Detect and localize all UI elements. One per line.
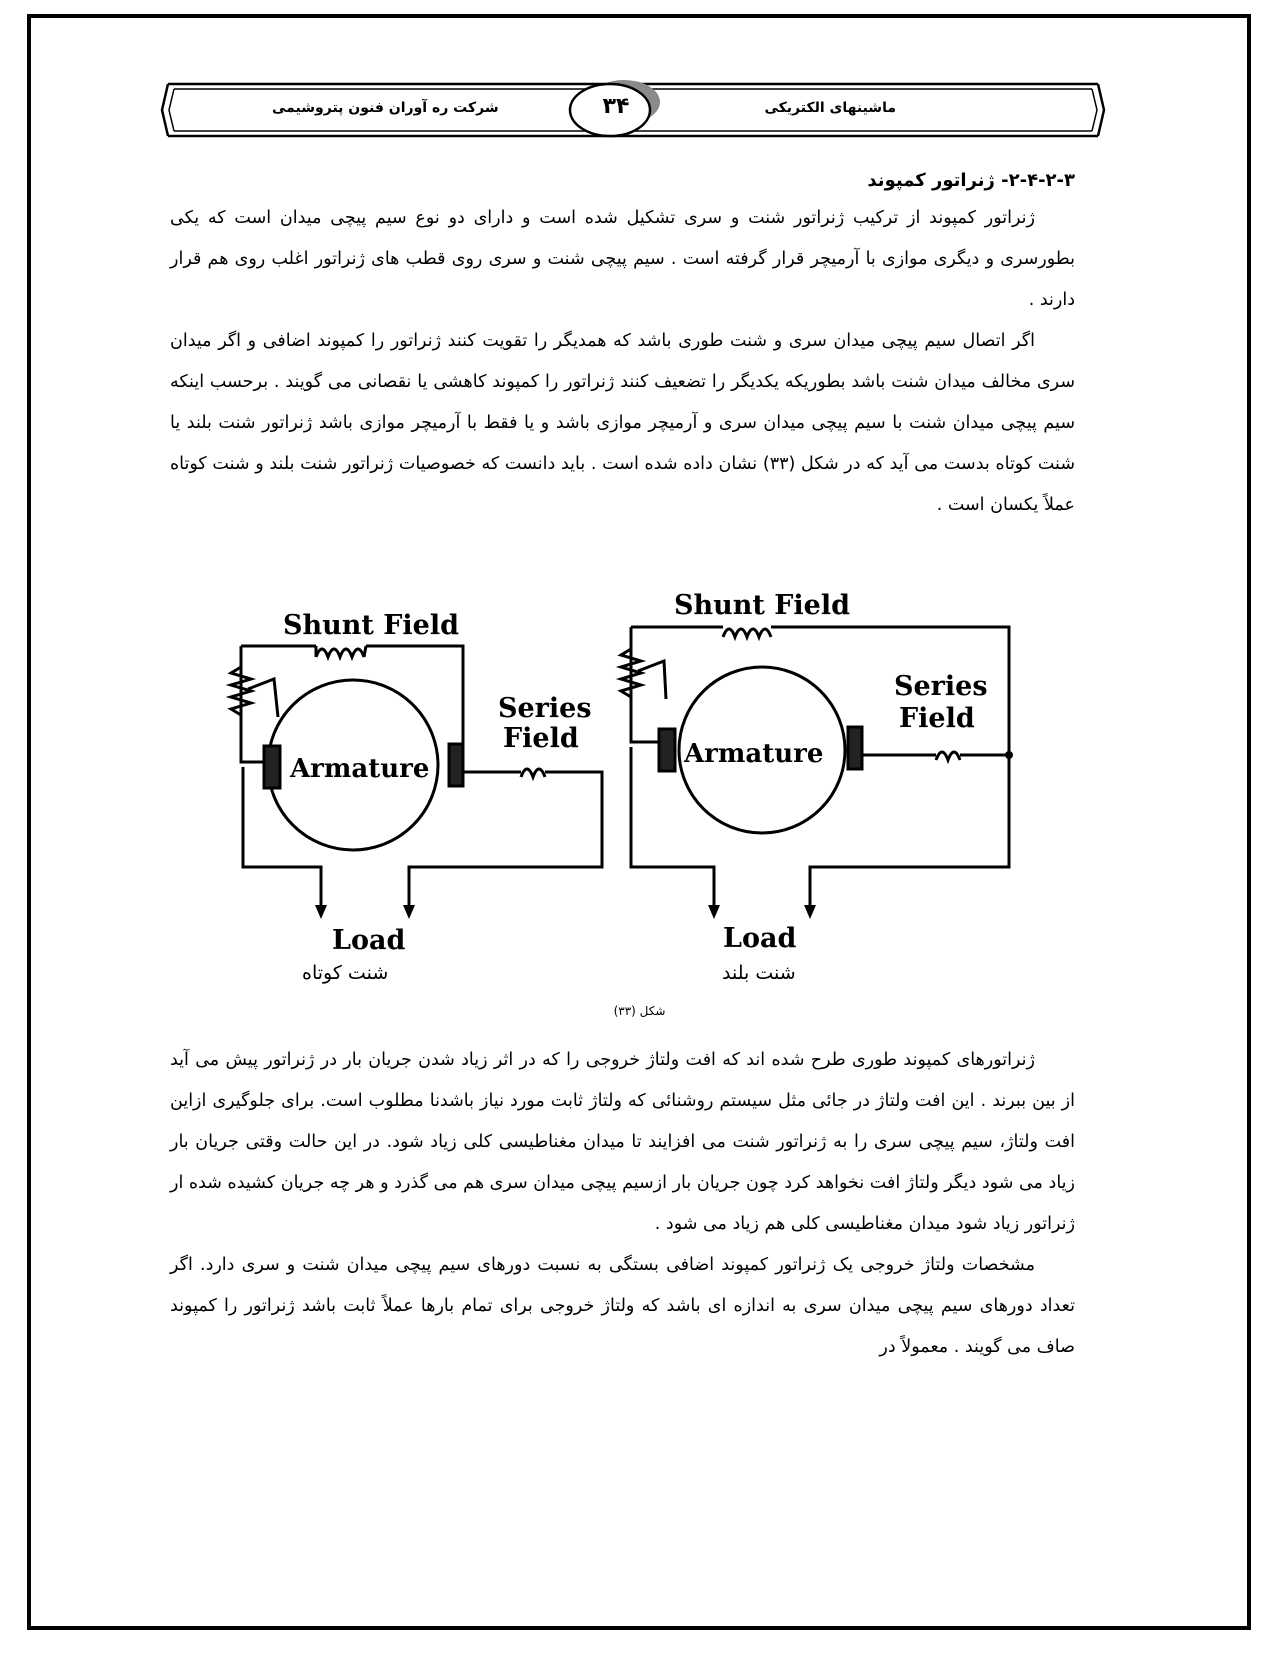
brush-left-1 [264,746,280,788]
armature-label-right: Armature [684,739,824,769]
series-label-left-1: Series [498,693,592,724]
caption-long-shunt: شنت بلند [722,962,796,984]
load-label-right: Load [723,923,797,954]
figure-label: شکل (۳۳) [613,1004,666,1018]
page-number: ۳۴ [602,94,630,119]
header-right-title: ماشینهای الکتریکی [764,100,896,116]
series-label-left-2: Field [503,723,579,754]
armature-label-left: Armature [290,754,430,784]
caption-short-shunt: شنت کوتاه [302,962,389,984]
load-label-left: Load [332,925,406,956]
paragraph: ژنراتورهای کمپوند طوری طرح شده اند که افت ولتاژ خروجی را که در اثر زیاد شدن جریان بار در ژنراتور پیش می آید از بین ببرند . این افت ولتاژ در جائی مثل سیستم روشنائی که ولتاژ ثابت مورد نیاز باشدنا مطلوب است. برای جلوگیری ازاین افت ولتاژ، سیم پیچی سری را به ژنراتور شنت می افزایند تا میدان مغناطیسی کلی زیاد شود. در این حالت وقتی جریان بار زیاد می شود دیگر ولتاژ افت نخواهد کرد چون جریان بار ازسیم پیچی میدان سری هم می گذرد و هر چه جریان کشیده شده ار ژنراتور زیاد شود میدان مغناطیسی کلی هم زیاد می شود . [170,1050,1075,1234]
paragraph-block-1 [170,198,1075,526]
paragraph-block-2 [170,1040,1075,1368]
series-label-right-2: Field [899,703,975,734]
brush-right-1 [659,729,675,771]
paragraph: ژنراتور کمپوند از ترکیب ژنراتور شنت و سری تشکیل شده است و دارای دو نوع سیم پیچی میدان است که یکی بطورسری و دیگری موازی با آرمیچر قرار گرفته است . سیم پیچی شنت و سری روی قطب های ژنراتور اغلب روی هم قرار دارند . [170,208,1075,310]
figure-compound-generators [226,587,1016,957]
page-header [160,78,1106,142]
brush-left-2 [449,744,463,786]
header-left-title: شرکت ره آوران فنون پتروشیمی [272,100,499,116]
paragraph: مشخصات ولتاژ خروجی یک ژنراتور کمپوند اضافی بستگی به نسبت دورهای سیم پیچی میدان شنت و سری دارد. اگر تعداد دورهای سیم پیچی میدان سری به اندازه ای باشد که ولتاژ خروجی برای تمام بارها عملاً ثابت باشد ژنراتور را کمپوند صاف می گویند . معمولاً در [170,1255,1075,1357]
circuit-diagram [226,587,1016,957]
section-heading: ۲-۴-۲-۳- ژنراتور کمپوند [867,170,1075,191]
brush-right-2 [848,727,862,769]
series-label-right-1: Series [894,671,988,702]
paragraph: اگر اتصال سیم پیچی میدان سری و شنت طوری باشد که همدیگر را تقویت کنند ژنراتور را کمپوند اضافی و اگر میدان سری مخالف میدان شنت باشد بطوریکه یکدیگر را تضعیف کنند ژنراتور را کمپوند کاهشی یا نقصانی می گویند . برحسب اینکه سیم پیچی میدان شنت با سیم پیچی میدان سری و آرمیچر موازی باشد و یا فقط با آرمیچر موازی باشد ژنراتور شنت بلند یا شنت کوتاه بدست می آید که در شکل (۳۳) نشان داده شده است . باید دانست که خصوصیات ژنراتور شنت بلند و شنت کوتاه عملاً یکسان است . [170,331,1075,515]
shunt-field-label-left: Shunt Field [283,610,460,641]
shunt-field-label-right: Shunt Field [674,590,851,621]
